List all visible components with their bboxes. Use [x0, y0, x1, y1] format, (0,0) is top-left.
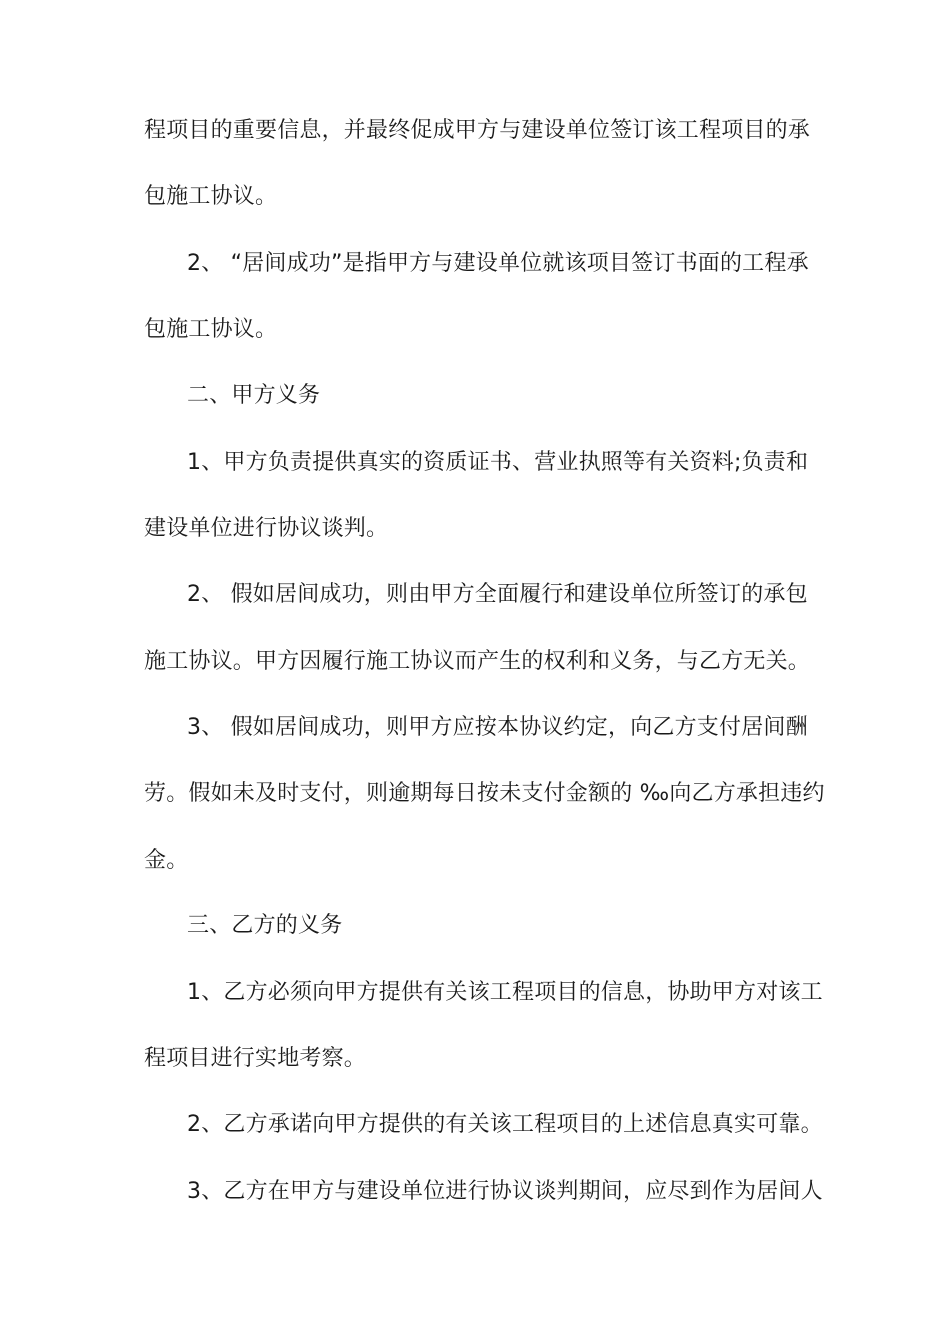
- text-line: 程项目的重要信息，并最终促成甲方与建设单位签订该工程项目的承: [144, 118, 811, 143]
- section-heading: 二、甲方义务: [187, 383, 321, 408]
- text-line: 1、甲方负责提供真实的资质证书、营业执照等有关资料;负责和: [187, 450, 809, 475]
- text-line: 金。: [144, 848, 189, 873]
- text-line: 3、乙方在甲方与建设单位进行协议谈判期间，应尽到作为居间人: [187, 1179, 823, 1204]
- text-line: 2、 假如居间成功，则由甲方全面履行和建设单位所签订的承包: [187, 582, 808, 607]
- text-line: 劳。假如未及时支付，则逾期每日按未支付金额的 ‰向乙方承担违约: [144, 781, 825, 806]
- text-line: 施工协议。甲方因履行施工协议而产生的权利和义务，与乙方无关。: [144, 649, 811, 674]
- section-heading: 三、乙方的义务: [187, 913, 343, 938]
- text-line: 2、乙方承诺向甲方提供的有关该工程项目的上述信息真实可靠。: [187, 1112, 823, 1137]
- text-line: 程项目进行实地考察。: [144, 1046, 367, 1071]
- text-line: 建设单位进行协议谈判。: [144, 516, 389, 541]
- text-line: 包施工协议。: [144, 317, 278, 342]
- text-line: 3、 假如居间成功，则甲方应按本协议约定，向乙方支付居间酬: [187, 715, 808, 740]
- text-line: 2、 “居间成功”是指甲方与建设单位就该项目签订书面的工程承: [187, 251, 809, 276]
- text-line: 包施工协议。: [144, 184, 278, 209]
- text-line: 1、乙方必须向甲方提供有关该工程项目的信息，协助甲方对该工: [187, 980, 823, 1005]
